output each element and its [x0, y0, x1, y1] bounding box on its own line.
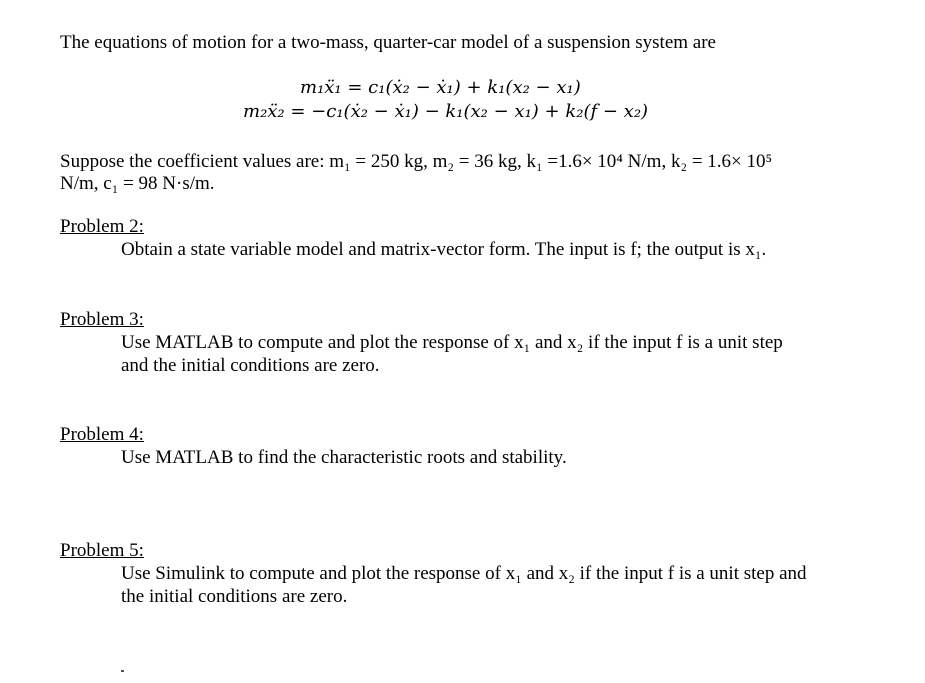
- problem-5-heading: Problem 5:: [60, 540, 144, 561]
- problem-3-text-line-2: and the initial conditions are zero.: [121, 355, 380, 376]
- problem-4-heading: Problem 4:: [60, 424, 144, 445]
- intro-paragraph: The equations of motion for a two-mass, quarter-car model of a suspension system are: [60, 32, 716, 53]
- problem-2-text-line-1: Obtain a state variable model and matrix-vector form. The input is f; the output is x₁.: [121, 239, 767, 260]
- stray-mark: [121, 670, 124, 672]
- equation-mass-2: m₂ẍ₂ = −c₁(ẋ₂ − ẋ₁) − k₁(x₂ − x₁) + k₂(f − x₂): [243, 101, 649, 122]
- problem-3-text-line-1: Use MATLAB to compute and plot the response of x₁ and x₂ if the input f is a unit step: [121, 332, 783, 353]
- problem-5-text-line-1: Use Simulink to compute and plot the response of x₁ and x₂ if the input f is a unit step and: [121, 563, 807, 584]
- equation-mass-1: m₁ẍ₁ = c₁(ẋ₂ − ẋ₁) + k₁(x₂ − x₁): [300, 77, 581, 98]
- problem-2-heading: Problem 2:: [60, 216, 144, 237]
- coefficients-line-1: Suppose the coefficient values are: m₁ = 250 kg, m₂ = 36 kg, k₁ =1.6× 10⁴ N/m, k₂ = 1.6× 10⁵: [60, 151, 773, 172]
- problem-5-text-line-2: the initial conditions are zero.: [121, 586, 348, 607]
- coefficients-line-2: N/m, c₁ = 98 N·s/m.: [60, 173, 215, 194]
- problem-3-heading: Problem 3:: [60, 309, 144, 330]
- problem-4-text-line-1: Use MATLAB to find the characteristic roots and stability.: [121, 447, 567, 468]
